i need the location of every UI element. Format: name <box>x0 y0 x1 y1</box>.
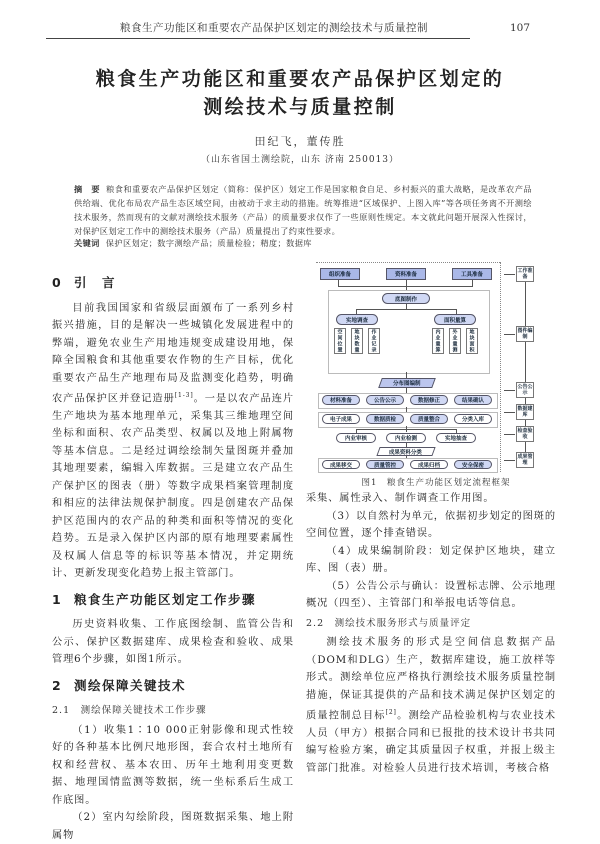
abstract-text: 粮食和重要农产品保护区划定（简称：保护区）划定工作是国家粮食自足、乡村振兴的重大战略，是改革农产品供给端、优化布局农产品生态区域空间，由被动于求主动的措施。统筹推进“区域保护、上图入库”等各项任务离不开测绘技术服务，然而现有的文献对测绘技术服务（产品）的质量要求仅作了一些原则性规定。本文就此问题开展深入性探讨，对保护区划定工作中的测绘技术服务（产品）质量提出了约束性要求。 <box>74 184 533 236</box>
flow-pill: 数据质检 <box>366 414 404 424</box>
section-1-heading: 1 粮食生产功能区划定工作步骤 <box>52 591 257 607</box>
step-4-paragraph: （4）成果编制阶段：划定保护区地块，建立库、图（表）册。 <box>306 545 556 574</box>
connector <box>504 434 515 435</box>
flow-pill: 分类入库 <box>454 414 492 424</box>
flow-box-archive-classification: 成果资料分类 <box>376 447 435 456</box>
flow-pill: 数据修正 <box>410 395 448 405</box>
connector <box>504 274 515 275</box>
figure-1-flowchart <box>316 262 572 472</box>
page-number: 107 <box>510 22 531 34</box>
flow-pill: 质量管控 <box>366 460 404 469</box>
flow-pill: 质量整合 <box>410 414 448 424</box>
flow-pill: 结果确认 <box>454 395 492 405</box>
keywords-label: 关键词 <box>74 238 100 248</box>
flow-box-vertical: 外业量测 <box>449 328 461 354</box>
flow-pill: 材料准备 <box>322 395 360 405</box>
flow-box-org-prep: 组织准备 <box>320 268 360 280</box>
section-0-paragraph: 目前我国国家和省级层面颁布了一系列乡村振兴措施，目的是解决一些城镇化发展进程中的弊端，避免农业生产用地违规变成建设用地，保障全国粮食和其他重要农作物的生产目标，优化重要农产品生产地理布局及监测变化趋势，明确农产品保护区并登记造册[1-3]。一是以农产品连片生产地块为基本地理单元，采集其三维地理空间坐标和面积、农产品类型、权属以及地上附属物等基本信息。二是经过调绘绘制矢量图斑并叠加其地理要素，编辑入库数据。三是建立农产品生产保护区的图表（册）等数字成果档案管理制度和相应的法律法规保护制度。四是创建农产品保护区范围内的农产品的种类和面积等情况的变化趋势。五是录入保护区内部的原有地理要素属性及权属人信息等的标识等基本情况，并定期统计、更新发现变化趋势上报主管部门。 <box>52 302 294 580</box>
flow-box-area-measure: 面积量算 <box>434 314 476 325</box>
authors: 田纪飞，董传胜 <box>254 135 346 148</box>
running-head-title: 粮食生产功能区和重要农产品保护区划定的测绘技术与质量控制 <box>120 22 428 34</box>
connector <box>525 282 526 326</box>
left-column <box>52 260 294 844</box>
side-step-box: 工作准备 <box>517 268 533 280</box>
flow-pill: 实地抽查 <box>436 433 476 443</box>
section-2-1-paragraph-2: （2）室内勾绘阶段，图斑数据采集、地上附属物 <box>52 812 294 841</box>
side-step-box: 数据建库 <box>517 406 533 418</box>
flow-box-distribution-map: 分布图编制 <box>378 378 436 388</box>
connector <box>356 309 456 310</box>
flow-pill: 安全保密 <box>454 460 492 469</box>
section-2-1-paragraph-1: （1）收集1∶10 000正射影像和现式性较好的各种基本比例尺地形图，套合农村土地所有权和经营权、基本农田、历年土地利用变更数据、地理国情监测等数据，统一坐标系后生成工作底图。 <box>52 724 294 806</box>
flow-box-vertical: 地块面积 <box>466 328 478 354</box>
side-step-box: 检查验收 <box>517 428 533 440</box>
connector <box>504 412 515 413</box>
flow-box-vertical: 作业记录 <box>368 328 380 354</box>
citation: [2] <box>385 709 397 716</box>
flow-pill: 公告公示 <box>366 395 404 405</box>
step-3-paragraph: （3）以自然村为单元，依据初步划定的图斑的空间位置，逐个排查错误。 <box>306 510 556 539</box>
connector <box>504 334 515 335</box>
keywords <box>74 238 532 249</box>
running-head <box>46 16 470 39</box>
flow-pill: 电子成果 <box>322 414 360 424</box>
section-2-2-heading: 2.2 测绘技术服务形式与质量评定 <box>306 617 472 629</box>
citation: [1-3] <box>174 392 194 399</box>
connector <box>504 390 515 391</box>
right-column <box>306 490 556 777</box>
flow-pill: 成果归档 <box>410 460 448 469</box>
connector <box>356 429 456 430</box>
flow-pill: 成果移交 <box>322 460 360 469</box>
side-step-box: 成果管理 <box>517 454 533 466</box>
flow-pill: 内业检测 <box>386 433 426 443</box>
article-title-line2: 测绘技术与质量控制 <box>203 96 397 118</box>
keywords-text: 保护区划定；数字测绘产品；质量检验；精度；数据库 <box>105 238 312 248</box>
connector <box>525 342 526 382</box>
figure-divider <box>500 262 501 472</box>
figure-caption: 图1 粮食生产功能区划定流程框架 <box>361 478 511 488</box>
figure-border <box>316 262 500 263</box>
flow-pill: 内业审核 <box>336 433 376 443</box>
section-1-paragraph: 历史资料收集、工作底图绘制、监管公告和公示、保护区数据建库、成果检查和验收、成果管理6个步骤，如图1所示。 <box>52 619 294 666</box>
abstract <box>74 182 532 238</box>
paragraph-continued: 采集、属性录入、制作调查工作用图。 <box>306 493 495 504</box>
flow-box-vertical: 内业量算 <box>432 328 444 354</box>
flow-box-vertical: 地块数量 <box>351 328 363 354</box>
flow-box-field-survey: 实地调查 <box>336 314 378 325</box>
affiliation: （山东省国土测绘院，山东 济南 250013） <box>200 155 400 165</box>
flow-box-vertical: 空间位置 <box>334 328 346 354</box>
article-title-line1: 粮食生产功能区和重要农产品保护区划定的 <box>95 68 505 90</box>
section-2-2-paragraph: 测绘技术服务的形式是空间信息数据产品（DOM和DLG）生产，数据库建设，施工放样等形式。测绘单位应严格执行测绘技术服务质量控制措施，保证其提供的产品和技术满足保护区划定的质量控制总目标[2]。测绘产品检验机构与农业技术人员（甲方）根据合同和已报批的技术设计书共同编写检验方案，确定其质量因子权重，并报上级主管部门批准。对检验人员进行技术培训，考核合格 <box>306 637 556 774</box>
side-step-box: 图件编制 <box>517 328 533 340</box>
flow-box-tool-prep: 工具准备 <box>452 268 492 280</box>
section-2-1-heading: 2.1 测绘保障关键技术工作步骤 <box>52 705 207 717</box>
connector <box>525 442 526 452</box>
flow-box-base-map: 底图制作 <box>382 293 430 304</box>
section-0-heading: 0 引 言 <box>52 275 117 290</box>
connector <box>406 280 407 290</box>
flow-box-data-prep: 资料准备 <box>386 268 426 280</box>
side-step-box: 公告公示 <box>517 384 533 396</box>
abstract-label: 摘 要 <box>74 184 101 194</box>
section-2-heading: 2 测绘保障关键技术 <box>52 677 187 693</box>
connector <box>504 460 515 461</box>
step-5-paragraph: （5）公告公示与确认：设置标志牌、公示地理概况（四至）、主管部门和举报电话等信息。 <box>306 580 556 609</box>
